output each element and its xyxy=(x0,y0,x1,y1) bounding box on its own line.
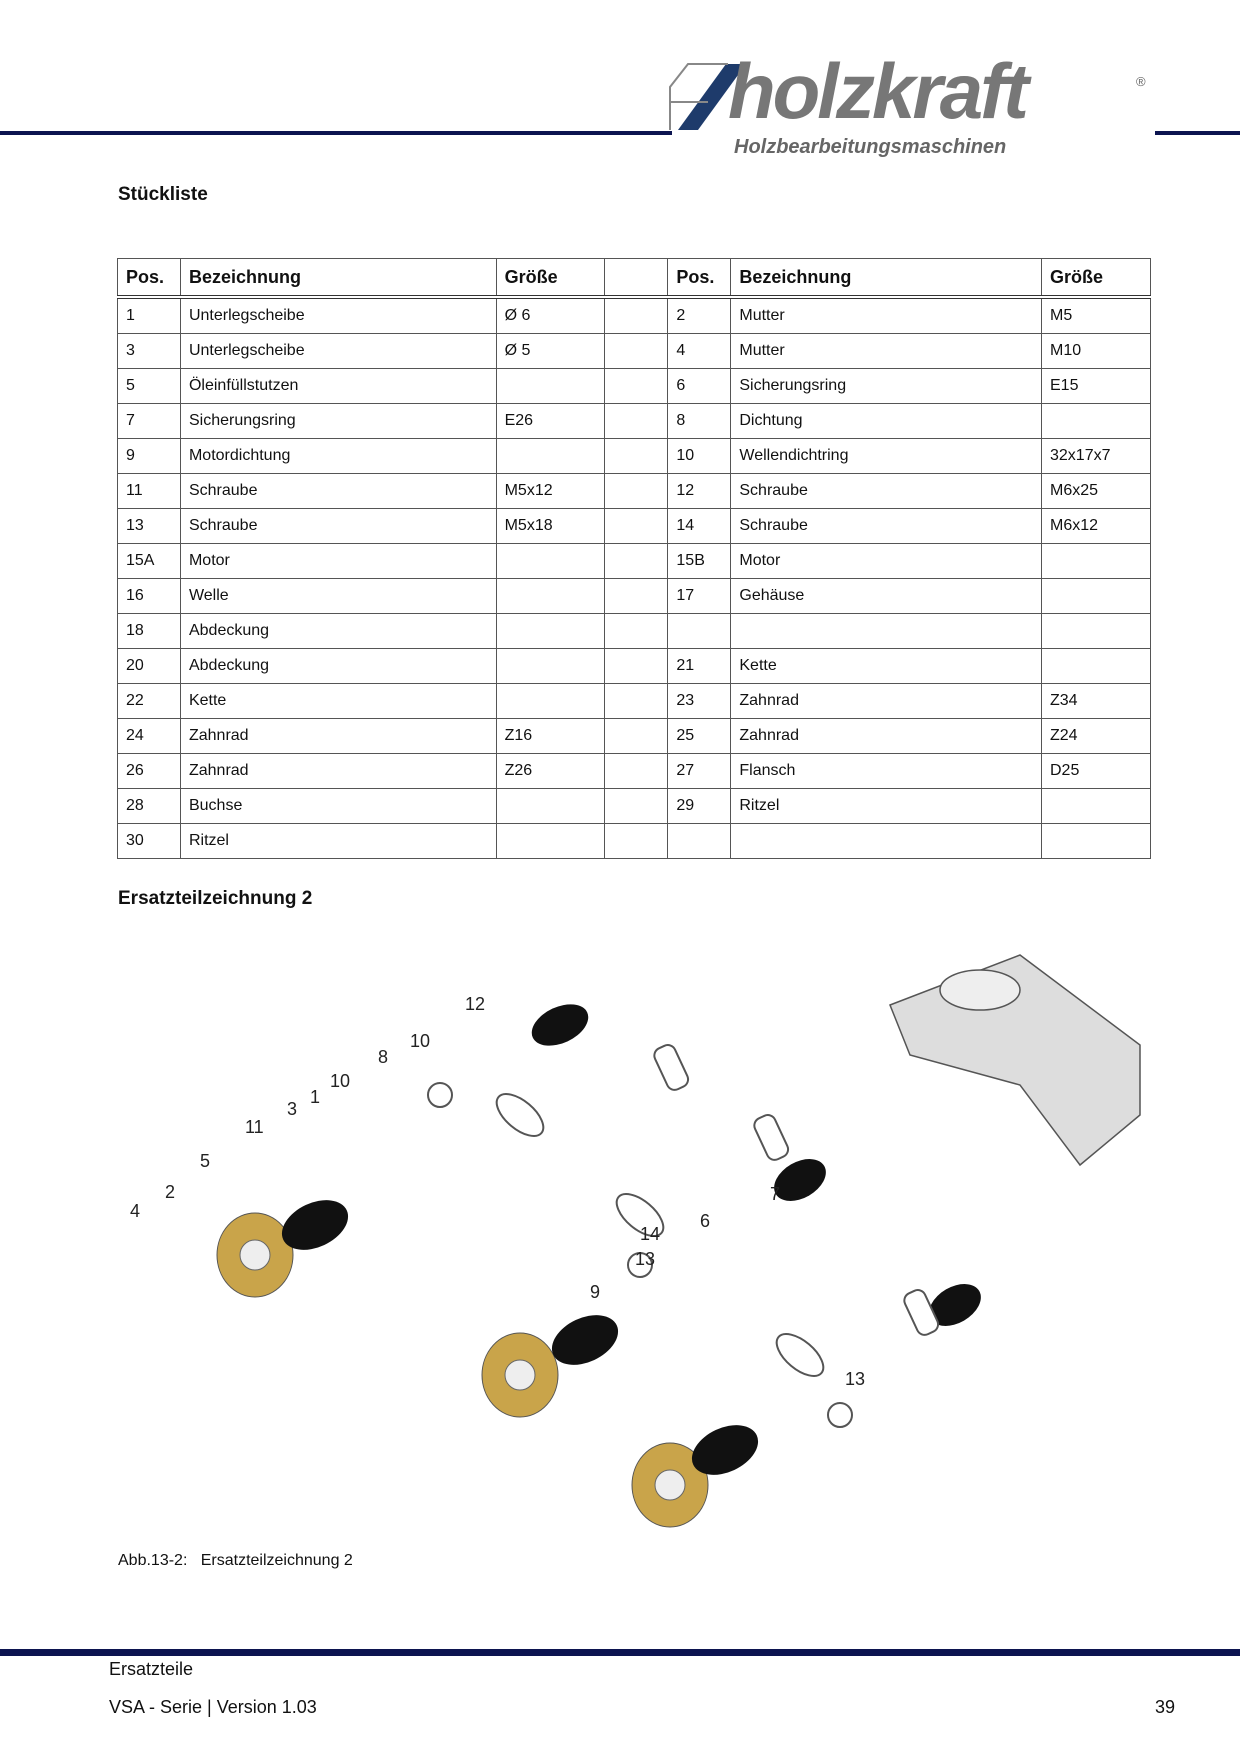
table-cell xyxy=(1042,649,1151,684)
table-cell: Schraube xyxy=(731,474,1042,509)
table-row xyxy=(118,614,1151,649)
table-cell: 21 xyxy=(668,649,731,684)
table-row xyxy=(118,789,1151,824)
column-header: Bezeichnung xyxy=(731,259,1042,298)
table-cell: 13 xyxy=(118,509,181,544)
holzkraft-logo xyxy=(668,47,1158,165)
callout-label: 10 xyxy=(410,1031,431,1051)
table-row xyxy=(118,754,1151,789)
table-cell xyxy=(604,509,668,544)
page-number: 39 xyxy=(1155,1697,1176,1717)
table-cell xyxy=(604,649,668,684)
table-cell: Kette xyxy=(180,684,496,719)
table-cell xyxy=(731,824,1042,859)
table-row xyxy=(118,334,1151,369)
drawing-title: Ersatzteilzeichnung 2 xyxy=(118,888,313,909)
table-cell: Buchse xyxy=(180,789,496,824)
table-row xyxy=(118,719,1151,754)
callout-label: 9 xyxy=(590,1282,601,1302)
table-cell: Unterlegscheibe xyxy=(180,297,496,334)
callout-label: 13 xyxy=(845,1369,866,1389)
section-title: Stückliste xyxy=(118,184,208,205)
callout-label: 7 xyxy=(770,1184,781,1204)
table-cell: 25 xyxy=(668,719,731,754)
table-cell: Zahnrad xyxy=(180,719,496,754)
table-cell: D25 xyxy=(1042,754,1151,789)
table-cell: Sicherungsring xyxy=(180,404,496,439)
table-cell: 26 xyxy=(118,754,181,789)
table-cell: Flansch xyxy=(731,754,1042,789)
table-cell: 1 xyxy=(118,297,181,334)
column-header: Pos. xyxy=(118,259,181,298)
table-row xyxy=(118,297,1151,334)
table-cell xyxy=(604,474,668,509)
table-cell: Motor xyxy=(180,544,496,579)
table-cell xyxy=(604,579,668,614)
table-cell: Wellendichtring xyxy=(731,439,1042,474)
logo-wordmark: holzkraft xyxy=(728,47,1027,135)
table-cell: 24 xyxy=(118,719,181,754)
table-cell: Zahnrad xyxy=(180,754,496,789)
figure-caption xyxy=(118,1552,353,1570)
table-cell xyxy=(496,579,604,614)
table-row xyxy=(118,509,1151,544)
table-cell: Zahnrad xyxy=(731,684,1042,719)
table-cell: Mutter xyxy=(731,297,1042,334)
table-cell xyxy=(1042,404,1151,439)
table-cell: Z24 xyxy=(1042,719,1151,754)
table-row xyxy=(118,544,1151,579)
table-cell xyxy=(496,789,604,824)
table-cell: 6 xyxy=(668,369,731,404)
gearbox-housing xyxy=(890,955,1140,1165)
table-cell xyxy=(604,404,668,439)
table-cell: Mutter xyxy=(731,334,1042,369)
column-header xyxy=(604,259,668,298)
table-cell: M5x18 xyxy=(496,509,604,544)
table-cell: Z26 xyxy=(496,754,604,789)
table-cell xyxy=(604,789,668,824)
table-cell: 32x17x7 xyxy=(1042,439,1151,474)
table-cell xyxy=(1042,789,1151,824)
table-cell: M10 xyxy=(1042,334,1151,369)
table-cell xyxy=(604,754,668,789)
table-cell xyxy=(1042,824,1151,859)
table-cell xyxy=(604,719,668,754)
exploded-parts-drawing xyxy=(120,935,1160,1545)
callout-label: 12 xyxy=(465,994,486,1014)
table-cell: Gehäuse xyxy=(731,579,1042,614)
table-cell: Schraube xyxy=(731,509,1042,544)
callout-label: 1 xyxy=(310,1087,321,1107)
table-cell: Ø 6 xyxy=(496,297,604,334)
callout-label: 4 xyxy=(130,1201,141,1221)
table-row xyxy=(118,404,1151,439)
callout-label: 10 xyxy=(330,1071,351,1091)
table-cell: Motor xyxy=(731,544,1042,579)
table-cell: Kette xyxy=(731,649,1042,684)
callout-label: 5 xyxy=(200,1151,211,1171)
table-cell xyxy=(604,439,668,474)
callout-label: 13 xyxy=(635,1249,656,1269)
table-cell: 12 xyxy=(668,474,731,509)
table-cell: M6x25 xyxy=(1042,474,1151,509)
table-cell: Z16 xyxy=(496,719,604,754)
table-cell xyxy=(731,614,1042,649)
table-cell: E15 xyxy=(1042,369,1151,404)
table-cell: 17 xyxy=(668,579,731,614)
table-cell xyxy=(604,297,668,334)
table-cell: Z34 xyxy=(1042,684,1151,719)
table-cell: 23 xyxy=(668,684,731,719)
footer-section: Ersatzteile xyxy=(109,1659,194,1679)
callout-label: 3 xyxy=(287,1099,298,1119)
table-cell xyxy=(1042,579,1151,614)
table-cell xyxy=(604,544,668,579)
table-cell xyxy=(496,649,604,684)
table-cell: 16 xyxy=(118,579,181,614)
caption-text: Ersatzteilzeichnung 2 xyxy=(200,1552,353,1569)
header-rule-left xyxy=(0,131,672,135)
table-cell: 5 xyxy=(118,369,181,404)
table-cell: 15A xyxy=(118,544,181,579)
table-cell xyxy=(604,334,668,369)
table-cell xyxy=(496,439,604,474)
table-cell xyxy=(668,824,731,859)
table-cell: 18 xyxy=(118,614,181,649)
caption-label: Abb.13-2: xyxy=(118,1552,188,1569)
table-row xyxy=(118,369,1151,404)
footer-series-version: VSA - Serie | Version 1.03 xyxy=(109,1697,317,1717)
table-cell: Motordichtung xyxy=(180,439,496,474)
callout-label: 14 xyxy=(640,1224,661,1244)
footer-rule xyxy=(0,1649,1240,1656)
table-cell: Abdeckung xyxy=(180,614,496,649)
table-cell: 27 xyxy=(668,754,731,789)
table-cell xyxy=(604,614,668,649)
callout-label: 11 xyxy=(245,1117,264,1137)
table-cell: 7 xyxy=(118,404,181,439)
table-cell xyxy=(496,544,604,579)
table-cell: E26 xyxy=(496,404,604,439)
table-cell xyxy=(604,824,668,859)
table-cell: 2 xyxy=(668,297,731,334)
table-row xyxy=(118,579,1151,614)
table-cell: Dichtung xyxy=(731,404,1042,439)
table-cell: Unterlegscheibe xyxy=(180,334,496,369)
table-cell: 22 xyxy=(118,684,181,719)
table-row xyxy=(118,474,1151,509)
table-cell: Ritzel xyxy=(180,824,496,859)
table-cell: 30 xyxy=(118,824,181,859)
table-cell xyxy=(604,684,668,719)
column-header: Pos. xyxy=(668,259,731,298)
table-cell: Schraube xyxy=(180,509,496,544)
table-cell: M5 xyxy=(1042,297,1151,334)
table-cell: Sicherungsring xyxy=(731,369,1042,404)
table-cell: 29 xyxy=(668,789,731,824)
table-cell xyxy=(1042,614,1151,649)
table-row xyxy=(118,649,1151,684)
callout-label: 2 xyxy=(165,1182,176,1202)
table-row xyxy=(118,439,1151,474)
table-cell: 11 xyxy=(118,474,181,509)
table-cell: 28 xyxy=(118,789,181,824)
callout-label: 6 xyxy=(700,1211,711,1231)
table-cell: Schraube xyxy=(180,474,496,509)
table-cell: 3 xyxy=(118,334,181,369)
table-cell: 10 xyxy=(668,439,731,474)
table-cell: M5x12 xyxy=(496,474,604,509)
column-header: Größe xyxy=(1042,259,1151,298)
table-cell: 4 xyxy=(668,334,731,369)
table-cell: 14 xyxy=(668,509,731,544)
table-cell: M6x12 xyxy=(1042,509,1151,544)
table-cell: 8 xyxy=(668,404,731,439)
header-rule-right xyxy=(1155,131,1240,135)
table-row xyxy=(118,684,1151,719)
table-cell: 20 xyxy=(118,649,181,684)
table-cell xyxy=(496,614,604,649)
table-cell: Abdeckung xyxy=(180,649,496,684)
table-cell: Ø 5 xyxy=(496,334,604,369)
table-cell xyxy=(496,684,604,719)
table-cell: Zahnrad xyxy=(731,719,1042,754)
column-header: Größe xyxy=(496,259,604,298)
column-header: Bezeichnung xyxy=(180,259,496,298)
table-cell: 9 xyxy=(118,439,181,474)
registered-mark: ® xyxy=(1136,74,1146,89)
table-cell xyxy=(1042,544,1151,579)
table-cell xyxy=(668,614,731,649)
callout-label: 8 xyxy=(378,1047,389,1067)
logo-subtitle: Holzbearbeitungsmaschinen xyxy=(734,136,1007,158)
table-row xyxy=(118,824,1151,859)
table-cell: Öleinfüllstutzen xyxy=(180,369,496,404)
table-cell xyxy=(604,369,668,404)
table-cell: Welle xyxy=(180,579,496,614)
parts-table xyxy=(117,258,1151,859)
table-cell: Ritzel xyxy=(731,789,1042,824)
table-cell xyxy=(496,824,604,859)
table-cell: 15B xyxy=(668,544,731,579)
table-cell xyxy=(496,369,604,404)
